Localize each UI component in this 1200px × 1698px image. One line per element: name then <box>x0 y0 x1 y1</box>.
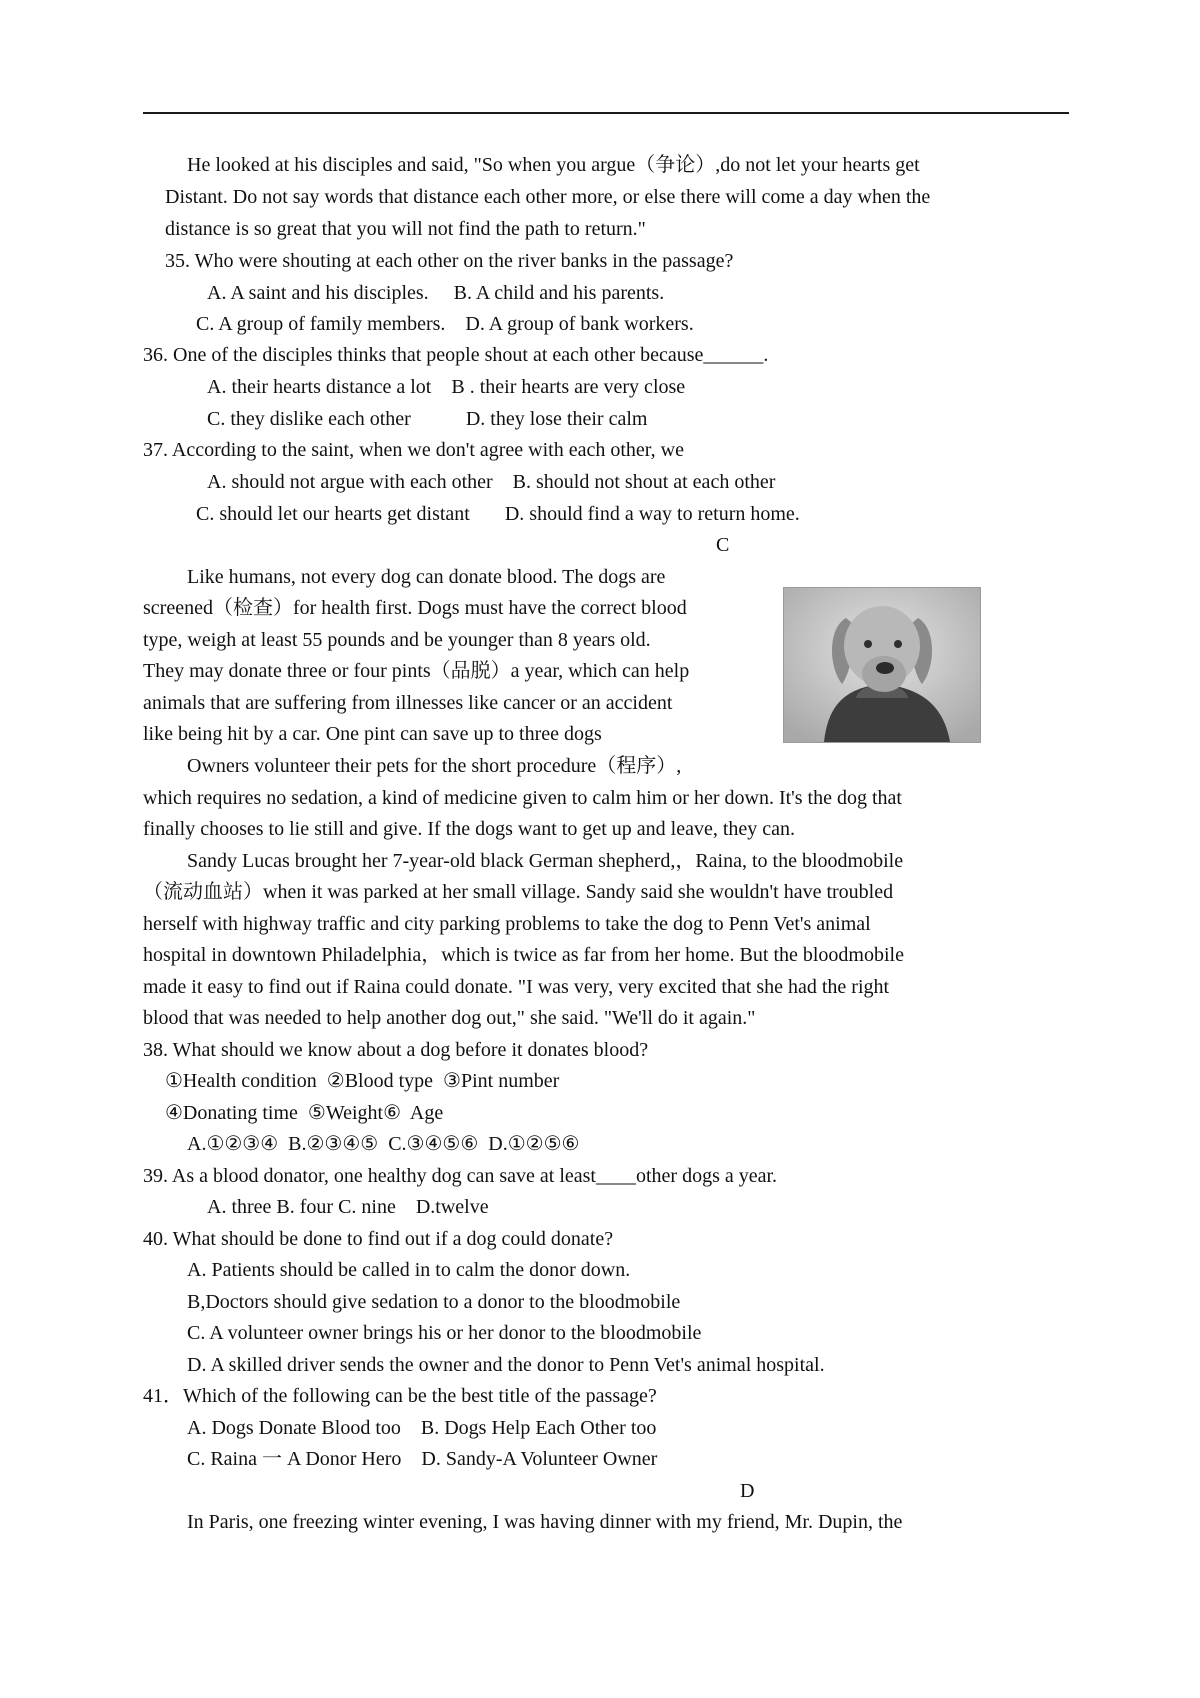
question-options: C. should let our hearts get distant D. should find a way to return home. <box>196 503 800 525</box>
question-options: A. Dogs Donate Blood too B. Dogs Help Each Other too <box>187 1417 657 1439</box>
passage-b-line: He looked at his disciples and said, "So when you argue（争论）,do not let your hearts get <box>187 154 920 176</box>
question-stem: 35. Who were shouting at each other on the river banks in the passage? <box>165 250 734 272</box>
passage-b-line: Distant. Do not say words that distance each other more, or else there will come a day when the <box>165 186 931 208</box>
question-options: A.①②③④ B.②③④⑤ C.③④⑤⑥ D.①②⑤⑥ <box>187 1133 580 1155</box>
question-stem: 40. What should be done to find out if a dog could donate? <box>143 1228 614 1250</box>
passage-c-line: made it easy to find out if Raina could donate. "I was very, very excited that she had the right <box>143 976 890 998</box>
question-options: C. A group of family members. D. A group of bank workers. <box>196 313 694 335</box>
passage-c-line: screened（检查）for health first. Dogs must have the correct blood <box>143 597 687 619</box>
passage-c-line: herself with highway traffic and city parking problems to take the dog to Penn Vet's animal <box>143 913 871 935</box>
question-option: B,Doctors should give sedation to a donor to the bloodmobile <box>187 1291 681 1313</box>
question-stem: 38. What should we know about a dog before it donates blood? <box>143 1039 649 1061</box>
question-options: A. three B. four C. nine D.twelve <box>207 1196 489 1218</box>
question-options: ①Health condition ②Blood type ③Pint number <box>165 1070 560 1092</box>
section-heading-c: C <box>716 534 730 556</box>
question-options: A. their hearts distance a lot B . their hearts are very close <box>207 376 686 398</box>
question-stem: 37. According to the saint, when we don't agree with each other, we <box>143 439 684 461</box>
passage-c-line: They may donate three or four pints（品脱）a year, which can help <box>143 660 690 682</box>
section-heading-d: D <box>740 1480 755 1502</box>
question-option: C. A volunteer owner brings his or her donor to the bloodmobile <box>187 1322 702 1344</box>
dog-photo <box>783 587 981 743</box>
question-options: C. they dislike each other D. they lose their calm <box>207 408 648 430</box>
question-options: C. Raina 一 A Donor Hero D. Sandy-A Volunteer Owner <box>187 1448 658 1470</box>
question-stem: 36. One of the disciples thinks that people shout at each other because______. <box>143 344 769 366</box>
question-options: A. A saint and his disciples. B. A child and his parents. <box>207 282 665 304</box>
passage-b-line: distance is so great that you will not find the path to return." <box>165 218 646 240</box>
passage-c-line: （流动血站）when it was parked at her small village. Sandy said she wouldn't have troubled <box>143 881 894 903</box>
passage-c-line: blood that was needed to help another dog out," she said. "We'll do it again." <box>143 1007 756 1029</box>
passage-c-line: Like humans, not every dog can donate blood. The dogs are <box>187 566 666 588</box>
header-rule <box>143 112 1069 114</box>
question-option: D. A skilled driver sends the owner and the donor to Penn Vet's animal hospital. <box>187 1354 825 1376</box>
passage-c-line: Sandy Lucas brought her 7-year-old black German shepherd,，Raina, to the bloodmobile <box>187 850 904 872</box>
passage-c-line: type, weigh at least 55 pounds and be younger than 8 years old. <box>143 629 651 651</box>
passage-c-line: Owners volunteer their pets for the short procedure（程序）, <box>187 755 682 777</box>
passage-d-line: In Paris, one freezing winter evening, I was having dinner with my friend, Mr. Dupin, the <box>187 1511 903 1533</box>
passage-c-line: animals that are suffering from illnesses like cancer or an accident <box>143 692 673 714</box>
dog-icon <box>784 588 980 742</box>
passage-c-line: finally chooses to lie still and give. If the dogs want to get up and leave, they can. <box>143 818 796 840</box>
question-options: A. should not argue with each other B. should not shout at each other <box>207 471 776 493</box>
question-stem: 41．Which of the following can be the best title of the passage? <box>143 1385 657 1407</box>
passage-c-line: like being hit by a car. One pint can save up to three dogs <box>143 723 602 745</box>
passage-c-line: which requires no sedation, a kind of medicine given to calm him or her down. It's the dog that <box>143 787 902 809</box>
passage-c-line: hospital in downtown Philadelphia，which is twice as far from her home. But the bloodmobile <box>143 944 904 966</box>
question-option: A. Patients should be called in to calm the donor down. <box>187 1259 631 1281</box>
question-options: ④Donating time ⑤Weight⑥ Age <box>165 1102 444 1124</box>
question-stem: 39. As a blood donator, one healthy dog can save at least____other dogs a year. <box>143 1165 778 1187</box>
